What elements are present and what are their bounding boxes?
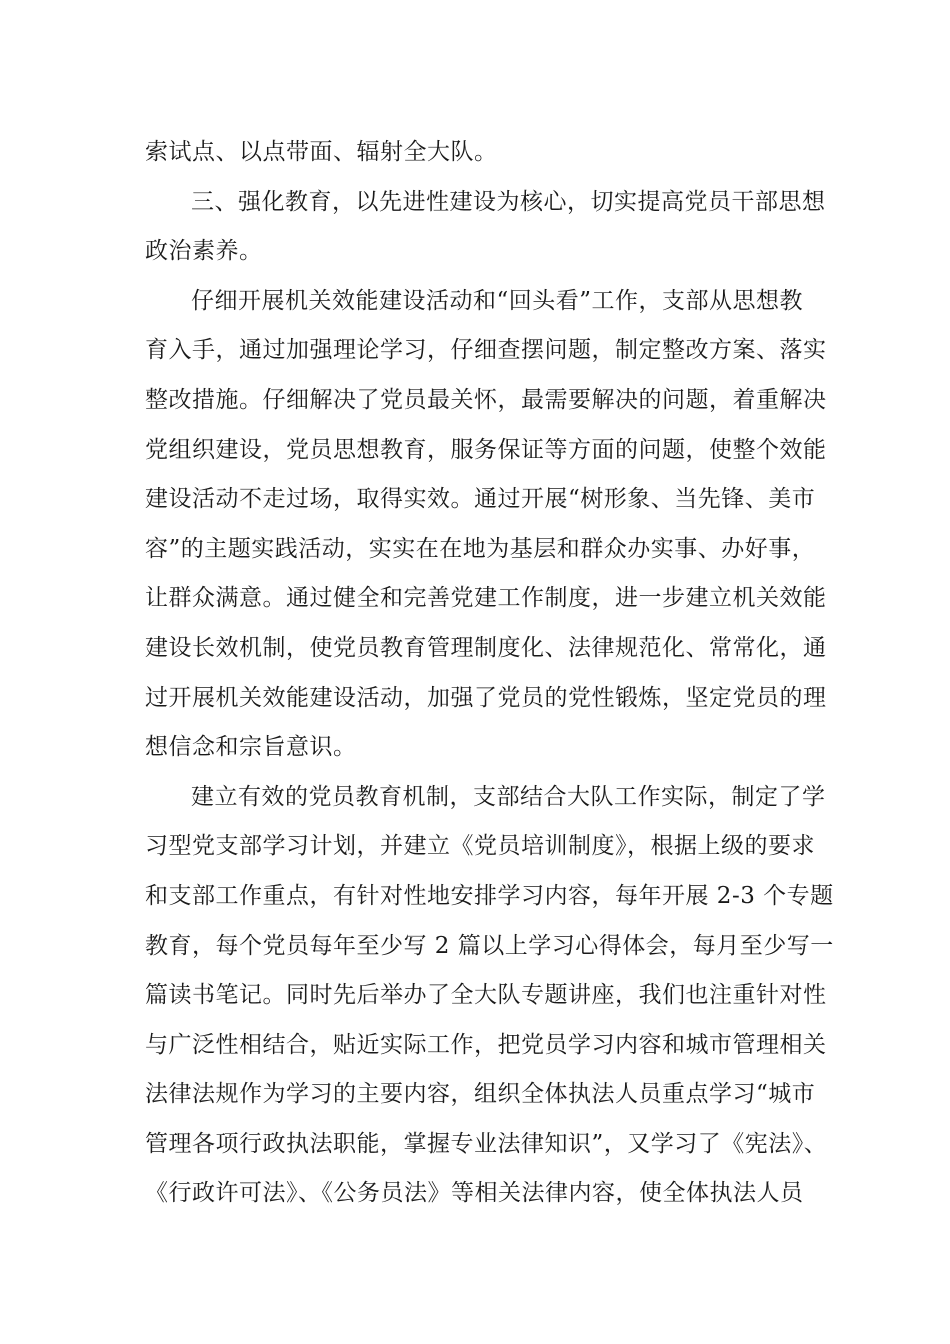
- text-line: 想信念和宗旨意识。: [145, 734, 357, 761]
- text-line: 过开展机关效能建设活动，加强了党员的党性锻炼，坚定党员的理: [145, 684, 827, 711]
- text-line: 《行政许可法》、《公务员法》等相关法律内容，使全体执法人员: [145, 1180, 804, 1207]
- text-line: 管理各项行政执法职能，掌握专业法律知识”，又学习了《宪法》、: [145, 1130, 828, 1157]
- text-line: 篇读书笔记。同时先后举办了全大队专题讲座，我们也注重针对性: [145, 982, 827, 1009]
- paragraph-first-line: 三、强化教育，以先进性建设为核心，切实提高党员干部思想: [191, 188, 826, 215]
- text-line: 习型党支部学习计划，并建立《党员培训制度》，根据上级的要求: [145, 833, 815, 860]
- text-line: 与广泛性相结合，贴近实际工作，把党员学习内容和城市管理相关: [145, 1031, 827, 1058]
- paragraph-first-line: 仔细开展机关效能建设活动和“回头看”工作，支部从思想教: [191, 287, 804, 314]
- text-line: 建设长效机制，使党员教育管理制度化、法律规范化、常常化，通: [145, 634, 827, 661]
- text-line: 党组织建设，党员思想教育，服务保证等方面的问题，使整个效能: [145, 436, 827, 463]
- text-line: 容”的主题实践活动，实实在在地为基层和群众办实事、办好事，: [145, 535, 816, 562]
- text-line: 法律法规作为学习的主要内容，组织全体执法人员重点学习“城市: [145, 1081, 816, 1108]
- text-line: 建设活动不走过场，取得实效。通过开展“树形象、当先锋、美市: [145, 486, 816, 513]
- text-line: 索试点、以点带面、辐射全大队。: [145, 139, 498, 165]
- text-line: 整改措施。仔细解决了党员最关怀，最需要解决的问题，着重解决: [145, 386, 827, 413]
- text-line: 和支部工作重点，有针对性地安排学习内容，每年开展 2-3 个专题: [145, 882, 834, 909]
- document-body: [145, 128, 834, 1219]
- text-line: 让群众满意。通过健全和完善党建工作制度，进一步建立机关效能: [145, 585, 827, 612]
- text-line: 政治素养。: [145, 238, 263, 265]
- paragraph-first-line: 建立有效的党员教育机制，支部结合大队工作实际，制定了学: [191, 783, 826, 810]
- text-line: 育入手，通过加强理论学习，仔细查摆问题，制定整改方案、落实: [145, 337, 827, 364]
- text-line: 教育，每个党员每年至少写 2 篇以上学习心得体会，每月至少写一: [145, 932, 834, 959]
